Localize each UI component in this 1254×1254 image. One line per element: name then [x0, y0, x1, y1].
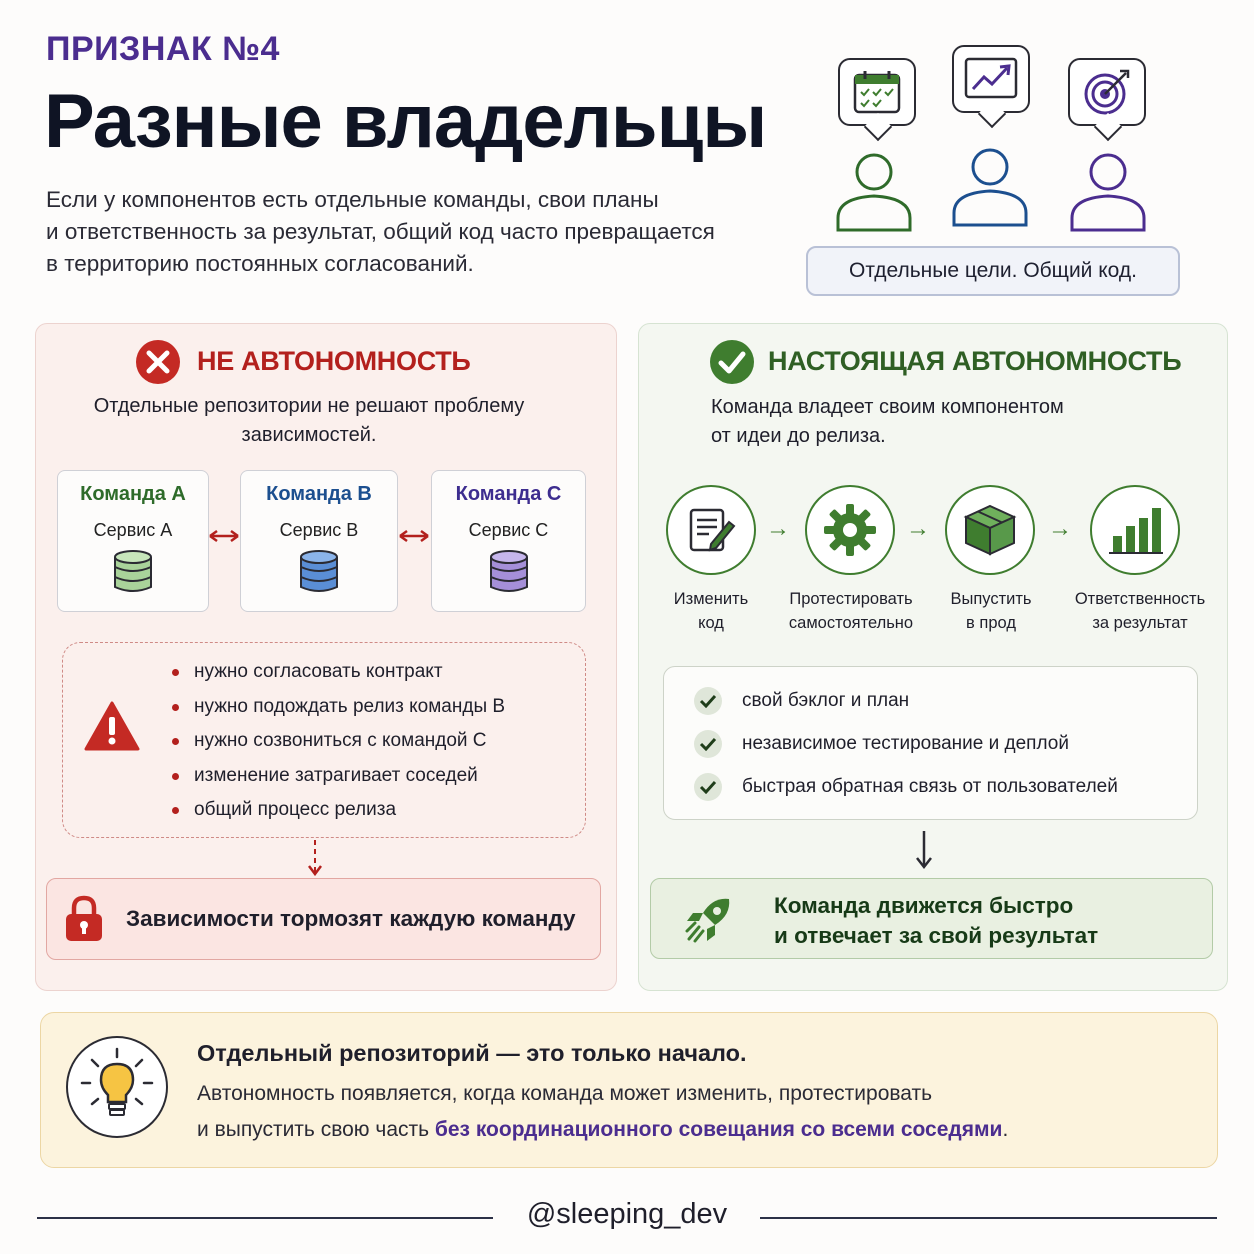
warning-icon — [84, 700, 140, 752]
step-label-line: Ответственность — [1074, 590, 1206, 608]
author-handle — [0, 1198, 1254, 1231]
blocked-result-text: Зависимости тормозят каждую команду — [126, 906, 576, 931]
team-name: Команда В — [266, 483, 372, 505]
fast-result-text — [774, 891, 1098, 951]
person-icon — [950, 145, 1030, 227]
database-icon — [113, 549, 153, 595]
intro-line: в территорию постоянных согласований. — [46, 251, 474, 276]
lock-icon — [64, 895, 104, 943]
arrow-right-icon: → — [766, 515, 790, 542]
conclusion-text: и выпустить свою часть — [197, 1118, 435, 1141]
step-label-line: Изменить — [673, 590, 749, 608]
true-autonomy-heading: НАСТОЯЩАЯ АВТОНОМНОСТЬ — [768, 346, 1182, 376]
step-circle — [805, 485, 895, 575]
speech-bubble — [952, 45, 1030, 113]
goal-caption: Отдельные цели. Общий код. — [806, 246, 1180, 296]
step-label-line: за результат — [1092, 614, 1188, 632]
benefit-item — [664, 765, 1197, 808]
step-label — [906, 587, 1076, 635]
step-circle — [1090, 485, 1180, 575]
conclusion-line — [197, 1118, 1008, 1142]
true-autonomy-subtitle — [711, 393, 1064, 451]
person-icon — [834, 150, 914, 232]
step-label — [1055, 587, 1225, 635]
bulb-badge — [66, 1036, 168, 1138]
rocket-icon — [683, 893, 735, 945]
fast-result-line: Команда движется быстро — [774, 893, 1074, 918]
arrow-right-icon: → — [1048, 515, 1072, 542]
error-icon — [134, 338, 182, 386]
intro-line: и ответственность за результат, общий код часто превращается — [46, 219, 715, 244]
page-title: Разные владельцы — [44, 79, 767, 164]
team-card — [57, 470, 209, 612]
team-name: Команда С — [455, 483, 562, 505]
conclusion-text: . — [1002, 1118, 1009, 1141]
target-icon — [1082, 68, 1132, 116]
issues-list — [172, 658, 505, 831]
step-label-line: Протестировать — [789, 590, 913, 608]
double-arrow-icon — [396, 528, 432, 544]
check-circle-icon — [708, 338, 756, 386]
conclusion-line: Автономность появляется, когда команда может изменить, протестировать — [197, 1082, 933, 1105]
gear-icon — [822, 502, 878, 558]
step-label-line: в прод — [966, 614, 1016, 632]
benefit-text: быстрая обратная связь от пользователей — [742, 775, 1118, 797]
intro-text — [46, 184, 786, 280]
step-circle — [666, 485, 756, 575]
team-card — [240, 470, 398, 612]
benefit-item — [664, 679, 1197, 722]
step-label-line: код — [698, 614, 724, 632]
service-name: Сервис А — [93, 520, 173, 540]
database-icon — [299, 549, 339, 595]
step-label-line: самостоятельно — [788, 614, 914, 632]
benefits-box — [663, 666, 1198, 820]
package-icon — [962, 502, 1018, 558]
step-circle — [945, 485, 1035, 575]
service-name: Сервис В — [279, 520, 359, 540]
author-handle-text: @sleeping_dev — [497, 1198, 757, 1230]
issue-item: изменение затрагивает соседей — [172, 762, 505, 797]
subtitle-line: Отдельные репозитории не решают проблему — [93, 395, 525, 417]
double-arrow-icon — [206, 528, 242, 544]
speech-bubble — [838, 58, 916, 126]
arrow-right-icon: → — [906, 515, 930, 542]
intro-line: Если у компонентов есть отдельные команды, свои планы — [46, 187, 659, 212]
checkmark-icon — [694, 687, 722, 715]
issue-item: нужно согласовать контракт — [172, 658, 505, 693]
lightbulb-icon — [68, 1038, 166, 1136]
bar-chart-icon — [1107, 504, 1163, 556]
benefit-text: независимое тестирование и деплой — [742, 732, 1069, 754]
service-name: Сервис С — [468, 520, 549, 540]
kicker-label: ПРИЗНАК №4 — [46, 30, 280, 68]
calendar-icon — [852, 69, 902, 115]
conclusion-highlight: без координационного совещания со всеми соседями — [434, 1118, 1003, 1141]
issue-item: нужно подождать релиз команды В — [172, 693, 505, 728]
down-arrow-icon — [914, 829, 934, 871]
benefit-item — [664, 722, 1197, 765]
non-autonomy-heading: НЕ АВТОНОМНОСТЬ — [197, 346, 471, 376]
checkmark-icon — [694, 773, 722, 801]
team-card — [431, 470, 586, 612]
database-icon — [489, 549, 529, 595]
step-label-line: Выпустить — [950, 590, 1032, 608]
conclusion-headline: Отдельный репозиторий — это только начало. — [197, 1040, 747, 1066]
edit-icon — [685, 504, 737, 556]
issue-item: общий процесс релиза — [172, 796, 505, 831]
subtitle-line: Команда владеет своим компонентом — [711, 396, 1064, 418]
person-icon — [1068, 150, 1148, 232]
subtitle-line: зависимостей. — [241, 424, 377, 446]
benefit-text: свой бэклог и план — [742, 689, 910, 711]
subtitle-line: от идеи до релиза. — [711, 425, 886, 447]
non-autonomy-subtitle — [35, 392, 583, 450]
checkmark-icon — [694, 730, 722, 758]
growth-chart-icon — [964, 57, 1018, 101]
down-arrow-icon — [306, 838, 324, 878]
team-name: Команда А — [80, 483, 186, 505]
fast-result-line: и отвечает за свой результат — [774, 923, 1099, 948]
issue-item: нужно созвониться с командой С — [172, 727, 505, 762]
speech-bubble — [1068, 58, 1146, 126]
